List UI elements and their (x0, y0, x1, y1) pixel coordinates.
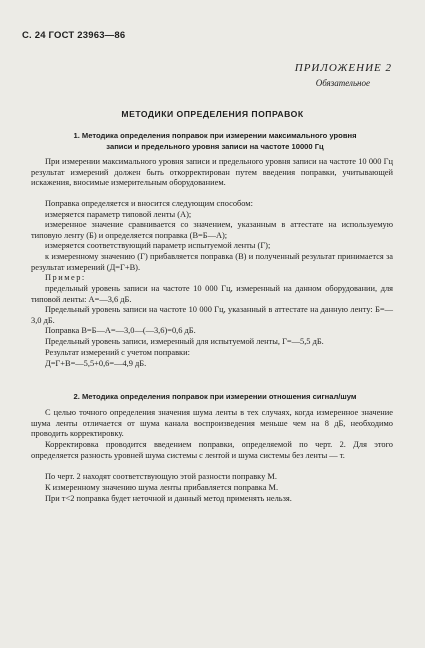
section1-paragraph-10: Предельный уровень записи, измеренный для испытуемой ленты, Г=—5,5 дБ. (45, 337, 324, 346)
section1-title-line2: записи и предельного уровня записи на частоте 10000 Гц (106, 142, 324, 151)
page-header: С. 24 ГОСТ 23963—86 (22, 30, 126, 41)
section1-paragraph-7: предельный уровень записи на частоте 10 000 Гц, измеренный на данном оборудовании, для типовой ленты: А=—3,6 дБ. (31, 284, 393, 304)
section1-paragraph-9: Поправка В=Б—А=—3,0—(—3,6)=0,6 дБ. (45, 326, 196, 335)
appendix-subtitle: Обязательное (315, 78, 370, 88)
section1-example-label: Пример: (45, 273, 86, 282)
section1-paragraph-12: Д=Г+В=—5,5+0,6=—4,9 дБ. (45, 359, 147, 368)
section1-paragraph-6: к измеренному значению (Г) прибавляется поправка (В) и полученный результат принимается за результат измерений (Д=Г+В). (31, 252, 393, 272)
section2-paragraph-1: С целью точного определения значения шума ленты в тех случаях, когда измеренное значение шума ленты отличается от шума канала воспроизведения меньше чем на 8 дБ, необходимо проводить корректировку. (31, 408, 393, 439)
main-title: МЕТОДИКИ ОПРЕДЕЛЕНИЯ ПОПРАВОК (121, 109, 304, 119)
section1-paragraph-1: При измерении максимального уровня записи и предельного уровня записи на частоте 10 000 Гц результат измерений должен быть откорректирован путем введения поправки, учитывающей искажения, вносимые измерительным оборудованием. (31, 157, 393, 188)
section2-paragraph-4: К измеренному значению шума ленты прибавляется поправка М. (45, 483, 279, 492)
section1-paragraph-2: Поправка определяется и вносится следующим способом: (45, 199, 253, 208)
section1-paragraph-11: Результат измерений с учетом поправки: (45, 348, 190, 357)
section1-title (40, 130, 390, 152)
section1-paragraph-5: измеряется соответствующий параметр испытуемой ленты (Г); (45, 241, 271, 250)
section2-paragraph-3: По черт. 2 находят соответствующую этой разности поправку М. (45, 472, 277, 481)
section1-title-line1: 1. Методика определения поправок при измерении максимального уровня (73, 131, 357, 140)
section2-paragraph-5: При т<2 поправка будет неточной и данный метод применять нельзя. (45, 494, 292, 503)
section1-paragraph-4: измеренное значение сравнивается со значением, указанным в аттестате на используемую типовую ленту (Б) и определяется поправка (В=Б—А); (31, 220, 393, 240)
appendix-title: ПРИЛОЖЕНИЕ 2 (294, 62, 392, 74)
section2-title: 2. Методика определения поправок при измерении отношения сигнал/шум (73, 392, 357, 401)
section1-paragraph-3: измеряется параметр типовой ленты (А); (45, 210, 192, 219)
section1-paragraph-8: Предельный уровень записи на частоте 10 000 Гц, указанный в аттестате на данную ленту: Б=—3,0 дБ. (31, 305, 393, 325)
section2-paragraph-2: Корректировка проводится введением поправки, определяемой по черт. 2. Для этого определяется разность уровней шума системы с лентой и шума системы без ленты — т. (31, 440, 393, 460)
